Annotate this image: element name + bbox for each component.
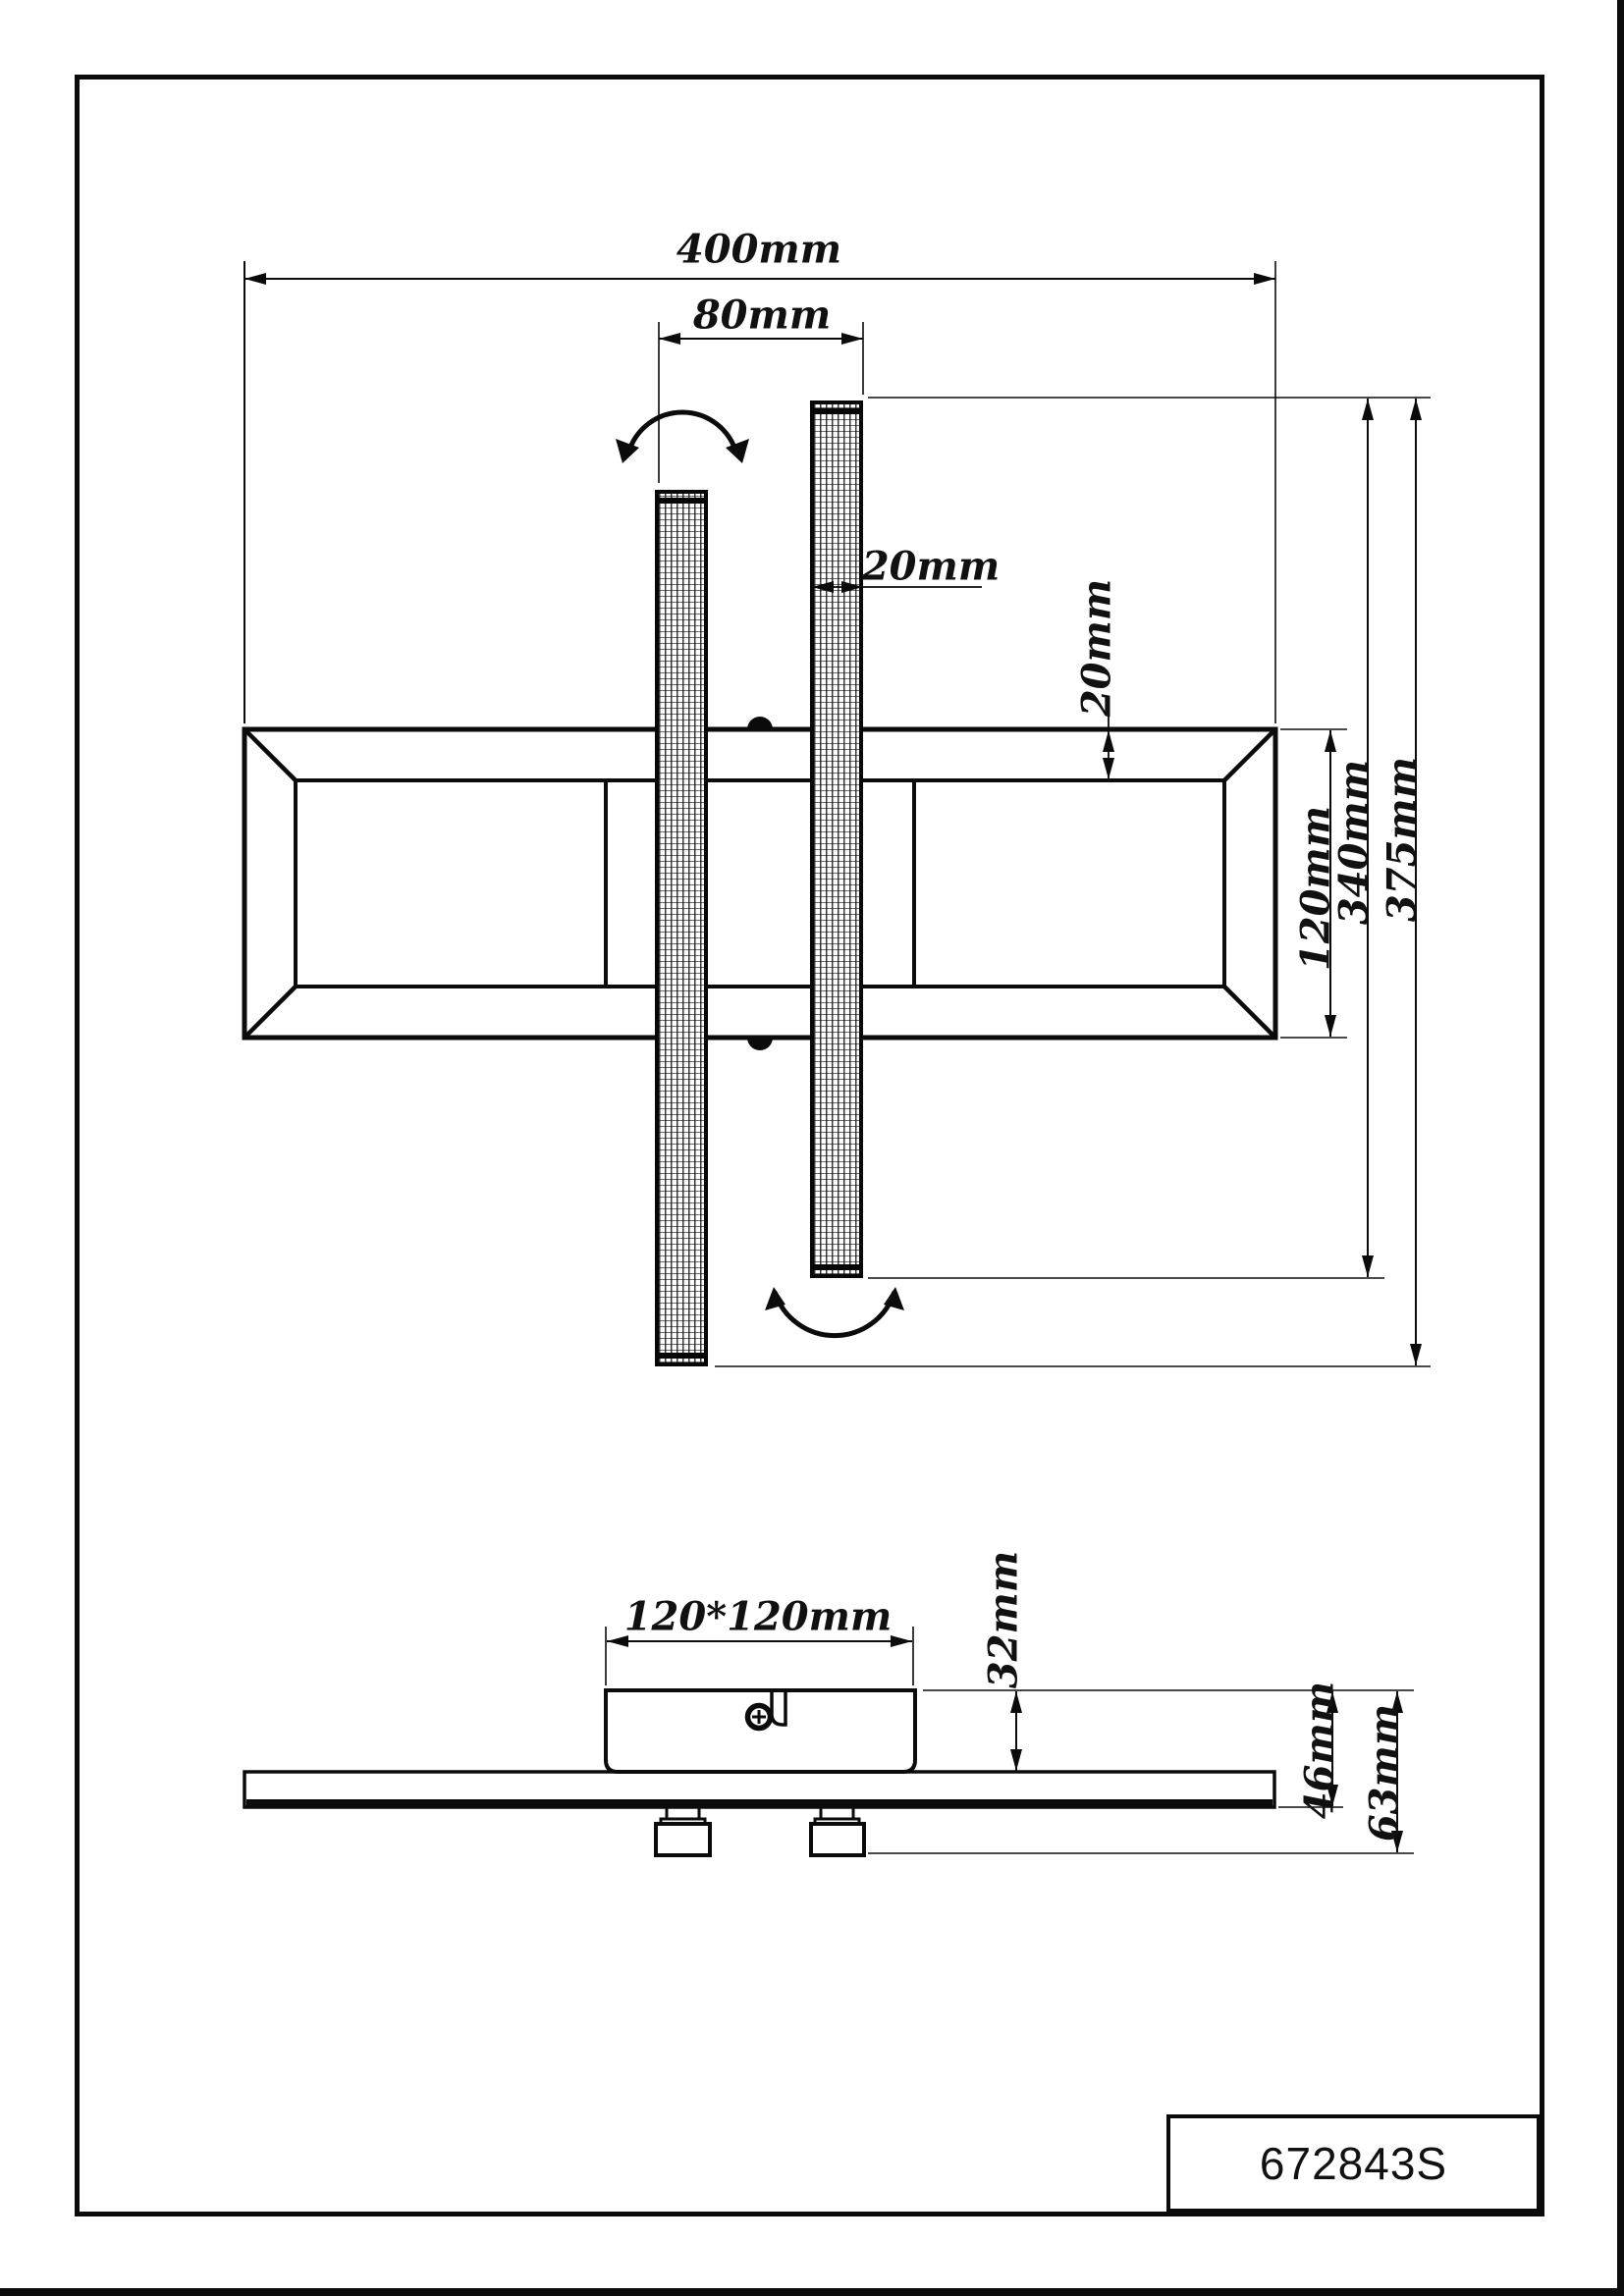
part-number: 672843S	[1259, 2138, 1448, 2189]
dim-canopy-size-label: 120*120mm	[623, 1593, 893, 1640]
sheet-edge-right	[1617, 0, 1624, 2296]
rotation-arc-top	[628, 412, 736, 454]
title-block	[1166, 2114, 1541, 2213]
dim-overall-depth-label: 375mm	[1379, 756, 1426, 923]
dim-frame-profile-label: 20mm	[1073, 578, 1120, 718]
dim-overall-width-label: 400mm	[676, 226, 842, 273]
dim-bar-width-label: 20mm	[861, 543, 1001, 590]
rotation-arc-bottom	[775, 1292, 894, 1336]
dim-overall-height-label: 63mm	[1361, 1703, 1408, 1842]
dim-canopy-height-label: 32mm	[980, 1550, 1027, 1689]
dim-bar-spacing-label: 80mm	[692, 292, 832, 339]
dim-frame-height-label: 120mm	[1292, 805, 1339, 972]
sheet-edge-bottom	[0, 2288, 1624, 2296]
dim-bar-length-label: 340mm	[1330, 759, 1378, 926]
dim-plate-height-label: 46mm	[1296, 1681, 1343, 1820]
